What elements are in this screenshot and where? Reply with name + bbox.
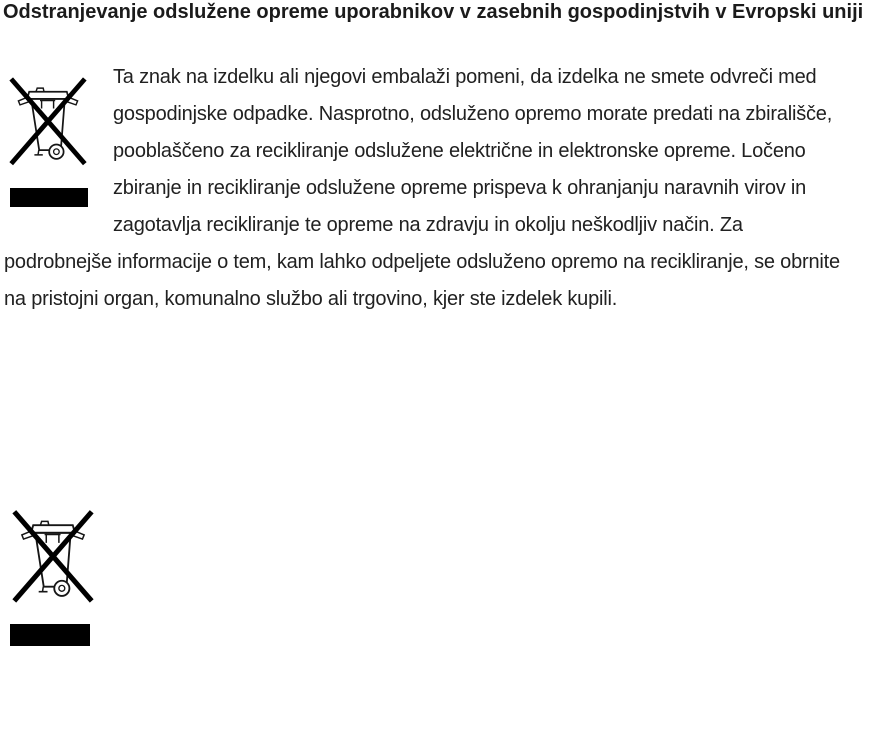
body-paragraph-full <box>4 244 872 318</box>
body-paragraph-indented <box>113 59 868 244</box>
weee-symbol-small <box>8 69 88 207</box>
black-bar <box>10 188 88 207</box>
body-line-6: podrobnejše informacije o tem, kam lahko odpeljete odsluženo opremo na recikliranje, se obrnite <box>4 251 840 273</box>
crossed-out-wheeled-bin-icon <box>8 505 98 606</box>
crossed-out-wheeled-bin-icon <box>8 69 88 172</box>
weee-symbol-large <box>8 505 98 646</box>
body-line-5: zagotavlja recikliranje te opreme na zdravju in okolju neškodljiv način. Za <box>113 214 743 236</box>
body-line-4: zbiranje in recikliranje odslužene opreme prispeva k ohranjanju naravnih virov in <box>113 177 807 199</box>
body-line-7: na pristojni organ, komunalno službo ali trgovino, kjer ste izdelek kupili. <box>4 288 618 310</box>
black-bar <box>10 624 90 646</box>
page-title: Odstranjevanje odslužene opreme uporabnikov v zasebnih gospodinjstvih v Evropski uniji <box>3 1 864 23</box>
body-line-1: Ta znak na izdelku ali njegovi embalaži pomeni, da izdelka ne smete odvreči med <box>113 66 817 88</box>
body-line-2: gospodinjske odpadke. Nasprotno, odsluženo opremo morate predati na zbirališče, <box>113 103 833 125</box>
body-line-3: pooblaščeno za recikliranje odslužene električne in elektronske opreme. Ločeno <box>113 140 806 162</box>
